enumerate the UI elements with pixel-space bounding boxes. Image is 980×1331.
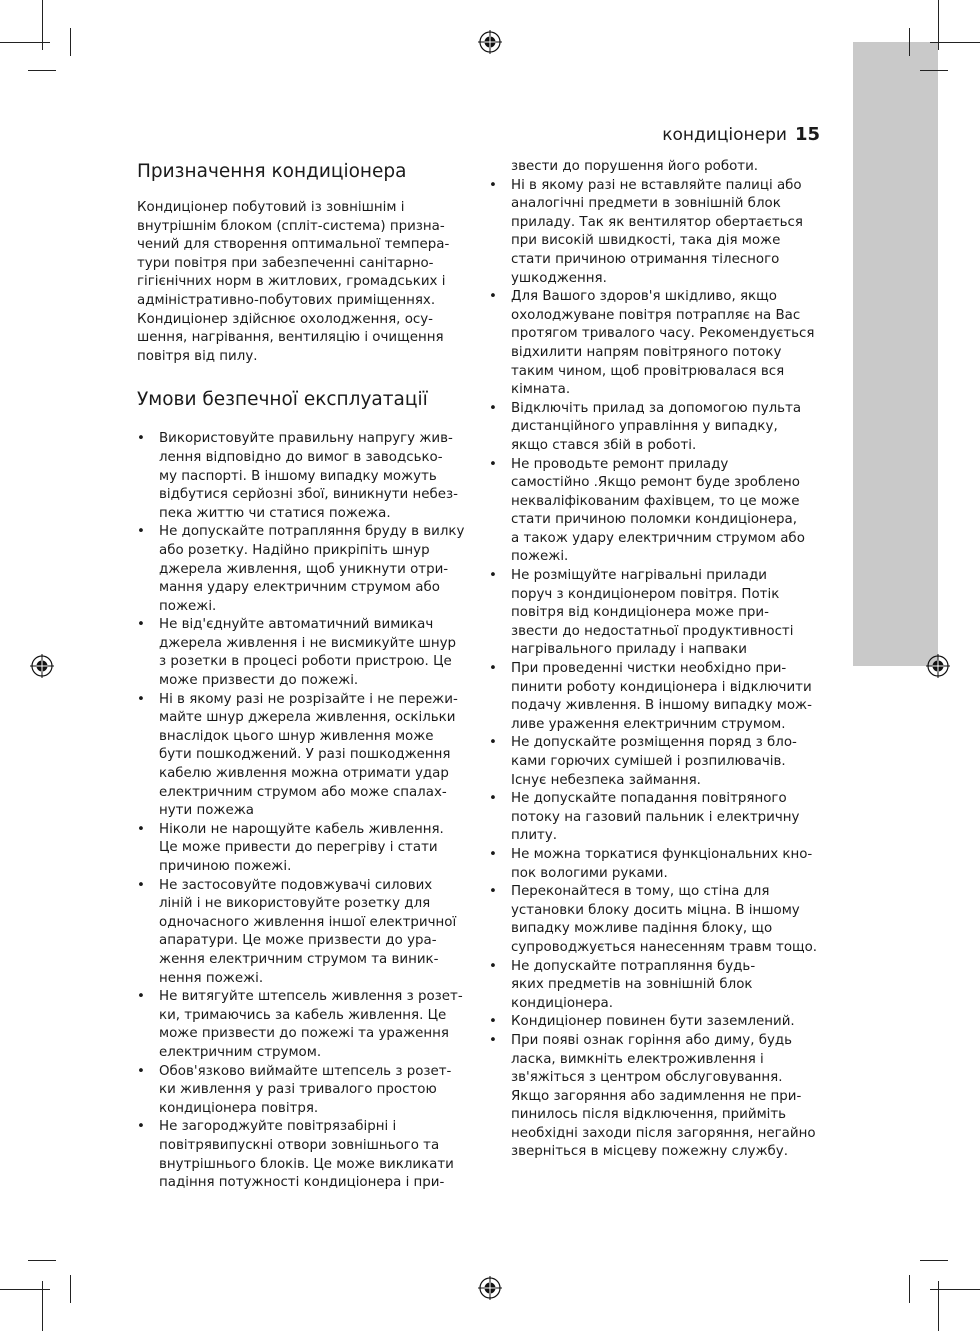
text-line: пожежі. [511,549,569,565]
text-line: внутрішнього блоків. Це може викликати [159,1156,454,1172]
text-line: таким чином, щоб провітрювалася вся [511,363,785,379]
list-item [137,877,467,989]
page-number: 15 [794,124,820,145]
text-line: мання удару електричним струмом або [159,580,440,596]
text-line: некваліфікованим фахівцем, то це може [511,493,800,509]
text-line: • Не проводьте ремонт приладу [511,456,729,472]
crop-mark [42,1281,43,1331]
crop-mark [938,0,939,50]
text-line: • Кондиціонер повинен бути заземлений. [511,1014,795,1030]
list-item [137,616,467,690]
text-line: ження електричним струмом та виник- [159,951,439,967]
text-line: а також удару електричним струмом або [511,530,805,546]
text-line: ліній і не використовуйте розетку для [159,896,431,912]
text-line: адміністративно-побутових приміщеннях. [137,292,436,308]
text-line: охолоджуване повітря потрапляє на Вас [511,307,801,323]
list-item [489,958,821,1014]
text-line: звести до недостатньої продуктивності [511,623,794,639]
text-line: відбутися серйозні збої, виникнути небез- [159,487,458,503]
text-line: ки, тримаючись за кабель живлення. Це [159,1007,447,1023]
text-line: протягом тривалого часу. Рекомендується [511,326,815,342]
text-line: пинити роботу кондиціонера і відключити [511,679,812,695]
text-line: зв'яжіться з центром обслуговування. [511,1070,783,1086]
text-line: • При появі ознак горіння або диму, будь [511,1032,793,1048]
section-heading: Умови безпечної експлуатації [137,389,428,411]
intro-paragraph [137,199,467,366]
text-line: дистанційного управління у випадку, [511,419,778,435]
text-line: • Переконайтеся в тому, що стіна для [511,884,770,900]
text-line: установки блоку досить міцна. В іншому [511,902,800,918]
text-line: нути пожежа [159,803,254,819]
text-line: приладу. Так як вентилятор обертається [511,214,803,230]
text-line: • Для Вашого здоров'я шкідливо, якщо [511,289,777,305]
list-item [489,177,821,289]
text-line: відхилити напрям повітряного потоку [511,344,782,360]
text-line: му паспорті. В іншому випадку можуть [159,468,437,484]
text-line: кондиціонера. [511,995,613,1011]
text-line: • Не витягуйте штепсель живлення з розет- [159,989,463,1005]
list-item [489,1013,821,1032]
text-line: Кондиціонер побутовий із зовнішнім і [137,200,405,215]
left-column [137,160,467,1193]
list-item [137,691,467,821]
text-line: бути пошкоджений. У разі пошкодження [159,747,451,763]
text-line: повітря від пилу. [137,348,258,364]
text-line: Це може привести до перегріву і стати [159,840,438,856]
text-line: одночасного живлення іншої електричної [159,914,457,930]
text-line: • При проведенні чистки необхідно при- [511,661,787,677]
crop-mark [70,28,71,56]
text-line: якщо стався збій в роботі. [511,437,697,453]
text-line: • Не від'єднуйте автоматичний вимикач [159,617,434,633]
text-line: яких предметів на зовнішній блок [511,977,753,993]
text-line: потоку на газовий пальник і електричну [511,809,800,825]
safety-list [137,430,467,1192]
section-title: кондиціонери [662,125,787,145]
text-line: майте шнур джерела живлення, оскільки [159,710,456,726]
text-line: плиту. [511,828,557,844]
text-line: або розетку. Надійно прикріпіть шнур [159,542,430,558]
text-line: при високій швидкості, така дія може [511,233,781,249]
text-line: необхідні заходи після загоряння, негайно [511,1125,816,1141]
text-line: подачу живлення. В іншому випадку мож- [511,698,812,714]
text-line: джерела живлення, щоб уникнути отри- [159,561,449,577]
text-line: • Не розміщуйте нагрівальні прилади [511,568,767,584]
registration-mark-icon [926,654,950,678]
text-line: апаратури. Це може призвести до ура- [159,933,437,949]
crop-mark [28,70,56,71]
text-line: тури повітря при забезпеченні санітарно- [137,255,434,271]
list-item [137,430,467,523]
list-item [489,400,821,456]
text-line: випадку можливе падіння блоку, що [511,921,773,937]
text-line: падіння потужності кондиціонера і при- [159,1175,445,1191]
text-line: пок вологими руками. [511,865,668,881]
text-line: з розетки в процесі роботи пристрою. Це [159,654,452,670]
text-line: гігієнічних норм в житлових, громадських і [137,274,446,290]
text-line: повітря від кондиціонера може при- [511,605,769,621]
text-line: аналогічні предмети в зовнішній блок [511,196,781,212]
text-line: ливе ураження електричним струмом. [511,716,786,732]
list-item [489,660,821,734]
text-line: • Не можна торкатися функціональних кно- [511,846,813,862]
text-line: ки живлення у разі тривалого простою [159,1082,437,1098]
text-line: • Ніколи не нарощуйте кабель живлення. [159,821,444,837]
crop-mark [920,70,948,71]
text-line: кондиціонера повітря. [159,1100,319,1116]
crop-mark [938,1281,939,1331]
list-item [489,1032,821,1162]
list-item [137,1063,467,1119]
registration-mark-icon [478,1276,502,1300]
safety-list [489,177,821,1162]
running-header [662,124,820,145]
text-line: пека життю чи статися пожежа. [159,505,391,521]
text-line: стати причиною поломки кондиціонера, [511,512,798,528]
text-line: • Ні в якому разі не розрізайте і не пережи- [159,691,458,707]
text-line: • Використовуйте правильну напругу жив- [159,431,453,447]
text-line: може призвести до пожежі та ураження [159,1026,449,1042]
text-line: електричним струмом. [159,1044,322,1060]
text-line: може призвести до пожежі. [159,673,359,689]
text-line: пинилось після відключення, прийміть [511,1107,787,1123]
text-line: супроводжується нанесенням травм тощо. [511,939,818,955]
text-line: внутрішнім блоком (спліт-система) призна- [137,218,445,234]
crop-mark [42,0,43,50]
list-item [137,1118,467,1192]
registration-mark-icon [30,654,54,678]
text-line: повітрявипускні отвори зовнішнього та [159,1137,440,1153]
text-line: стати причиною отримання тілесного [511,251,780,267]
text-line: • Не допускайте потрапляння будь- [511,958,756,974]
text-line: пожежі. [159,598,217,614]
crop-mark [909,28,910,56]
list-item [489,456,821,568]
list-item [137,988,467,1062]
text-line: самостійно .Якщо ремонт буде зроблено [511,475,800,491]
list-item [137,523,467,616]
text-line: внаслідок цього шнур живлення може [159,728,434,744]
list-item [137,821,467,877]
text-line: поруч з кондиціонером повітря. Потік [511,586,780,602]
crop-mark [920,1260,948,1261]
list-item [489,734,821,790]
crop-mark [28,1260,56,1261]
text-line: кімната. [511,382,571,398]
text-line: • Не загороджуйте повітрязабірні і [159,1119,397,1135]
text-line: лення відповідно до вимог в заводсько- [159,449,443,465]
list-item [489,288,821,400]
text-line: ушкодження. [511,270,607,286]
list-continuation: звести до порушення його роботи. [511,159,759,174]
text-line: Кондиціонер здійснює охолодження, осу- [137,311,433,327]
list-item [489,883,821,957]
text-line: • Не допускайте розміщення поряд з бло- [511,735,797,751]
text-line: Існує небезпека займання. [511,772,701,788]
section-heading: Призначення кондиціонера [137,161,407,182]
text-line: • Ні в якому разі не вставляйте палиці або [511,177,802,193]
text-line: • Обов'язково виймайте штепсель з розет- [159,1063,452,1079]
text-line: ласка, вимкніть електроживлення і [511,1051,764,1067]
section-tab [853,42,938,666]
text-line: • Не допускайте потрапляння бруду в вилку [159,524,465,540]
text-line: електричним струмом або може спалах- [159,784,447,800]
text-line: Якщо загоряння або задимлення не при- [511,1088,802,1104]
text-line: • Відключіть прилад за допомогою пульта [511,400,802,416]
crop-mark [909,1275,910,1303]
text-line: зверніться в місцеву пожежну службу. [511,1144,788,1160]
text-line: • Не допускайте попадання повітряного [511,791,787,807]
list-item [489,846,821,883]
text-line: причиною пожежі. [159,859,292,874]
text-line: нення пожежі. [159,970,264,986]
list-item [489,567,821,660]
text-line: • Не застосовуйте подовжувачі силових [159,877,433,893]
text-line: чений для створення оптимальної темпера- [137,237,450,253]
list-item [489,790,821,846]
text-line: нагрівального приладу і напваки [511,642,747,658]
right-column [489,158,821,1162]
text-line: джерела живлення і не висмикуйте шнур [159,635,457,651]
text-line: кабелю живлення можна отримати удар [159,766,449,782]
text-line: ками горючих сумішей і розпилювачів. [511,754,786,769]
crop-mark [70,1275,71,1303]
registration-mark-icon [478,30,502,54]
text-line: шення, нагрівання, вентиляцію і очищення [137,330,444,346]
